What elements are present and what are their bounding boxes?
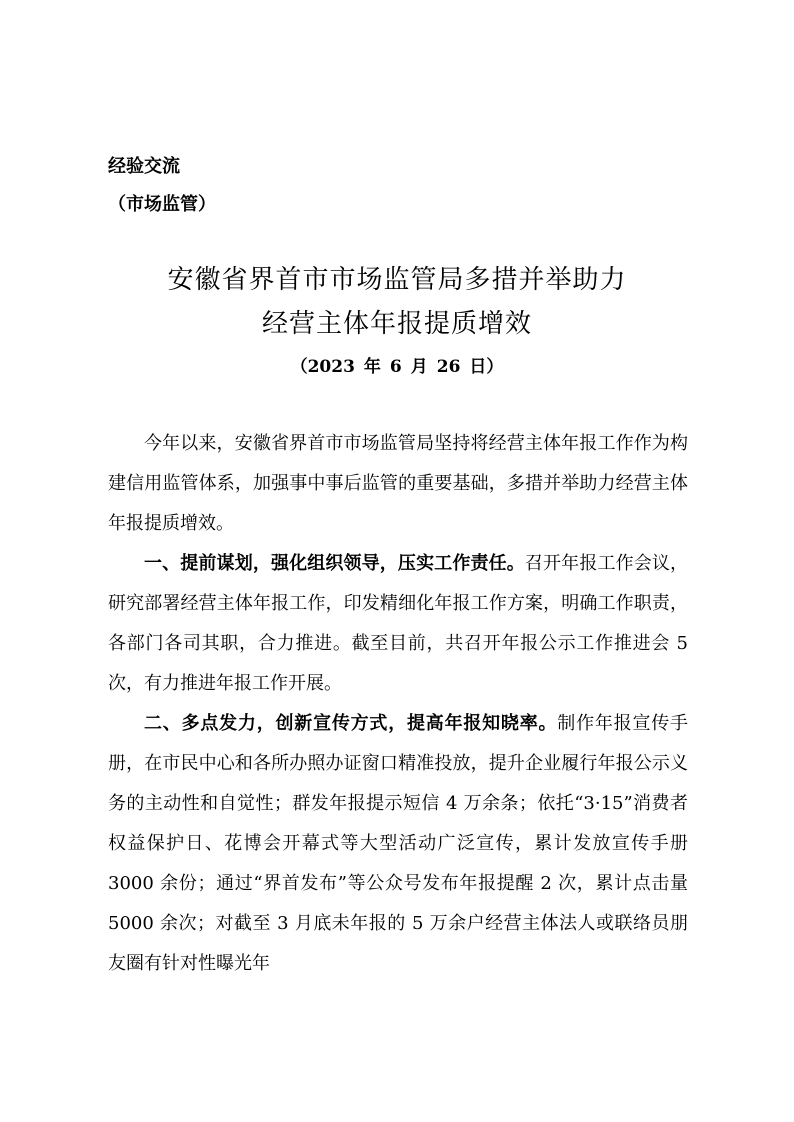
- date-month: 6: [389, 357, 402, 377]
- date-open-paren: （: [290, 357, 308, 377]
- date-day: 26: [436, 357, 461, 377]
- title-line-1: 安徽省界首市市场监管局多措并举助力: [167, 265, 627, 295]
- date-month-unit: 月: [410, 357, 428, 377]
- intro-paragraph: 今年以来，安徽省界首市市场监管局坚持将经营主体年报工作作为构建信用监管体系，加强事中事后监管的重要基础，多措并举助力经营主体年报提质增效。: [108, 433, 688, 534]
- date-close-paren: ）: [486, 357, 504, 377]
- subcategory-label: （市场监管）: [108, 194, 216, 215]
- date-year-unit: 年: [363, 357, 381, 377]
- section-1-heading: 一、提前谋划，强化组织领导，压实工作责任。: [144, 553, 525, 574]
- document-title: [0, 258, 794, 346]
- category-label: 经验交流: [108, 156, 180, 177]
- section-1-paragraph: [108, 544, 688, 704]
- section-2-heading: 二、多点发力，创新宣传方式，提高年报知晓率。: [144, 713, 558, 734]
- section-1-text: 召开年报工作会议，研究部署经营主体年报工作，印发精细化年报工作方案，明确工作职责，各部门各司其职，合力推进。截至目前，共召开年报公示工作推进会 5 次，有力推进年报工作开展。: [108, 553, 689, 694]
- header-block: [108, 148, 216, 224]
- document-body: [108, 424, 688, 984]
- section-2-paragraph: [108, 704, 688, 984]
- title-line-2: 经营主体年报提质增效: [261, 309, 532, 339]
- section-2-text: 制作年报宣传手册，在市民中心和各所办照办证窗口精准投放，提升企业履行年报公示义务的主动性和自觉性；群发年报提示短信 4 万余条；依托“3·15”消费者权益保护日、花博会开幕式等大型活动广泛宣传，累计发放宣传手册 3000 余份；通过“界首发布”等公众号发布年报提醒 2 次，累计点击量 5000 余次；对截至 3 月底未年报的 5 万余户经营主体法人或联络员朋友圈有针对性曝光年: [108, 713, 689, 974]
- date-year: 2023: [307, 357, 355, 377]
- date-day-unit: 日: [469, 357, 487, 377]
- document-date: [0, 354, 794, 380]
